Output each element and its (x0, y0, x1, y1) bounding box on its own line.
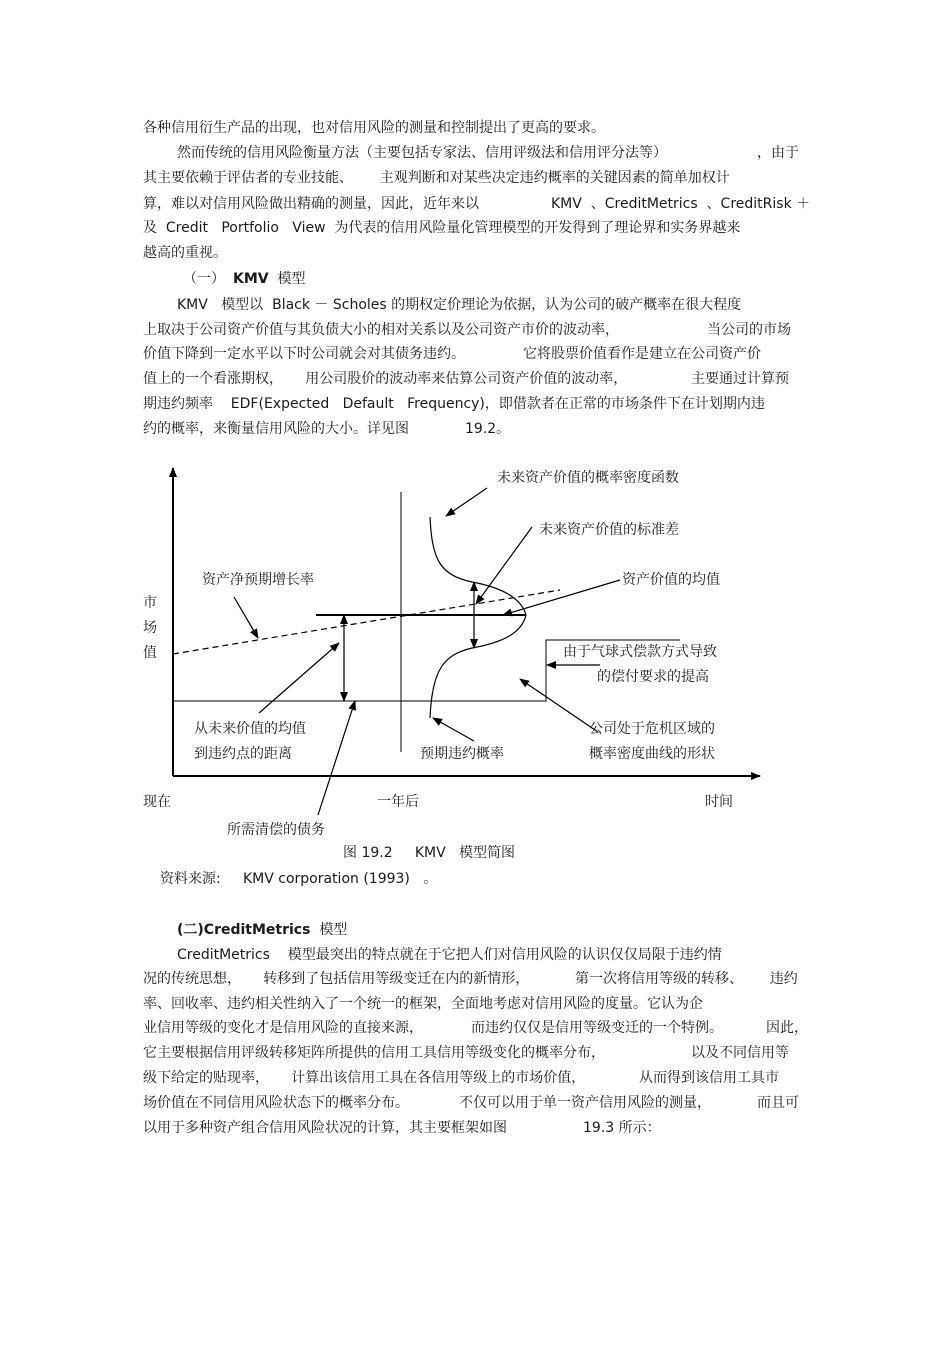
cm-heading (177, 920, 347, 940)
cm-line-7-mid: 不仅可以用于单一资产信用风险的测量， (459, 1095, 711, 1111)
growth-pointer (234, 597, 258, 638)
kmv-line-2-tail: 当公司的市场 (707, 322, 791, 338)
intro-para-line-1: 然而传统的信用风险衡量方法（主要包括专家法、信用评级法和信用评分法等） (177, 145, 667, 161)
kmv-line-4: 值上的一个看涨期权， 用公司股价的波动率来估算公司资产价值的波动率， (143, 371, 628, 387)
intro-para-line-3b: KMV 、CreditMetrics 、CreditRisk ＋ (551, 196, 811, 212)
label-growth: 资产净预期增长率 (202, 572, 314, 588)
kmv-line-3: 价值下降到一定水平以下时公司就会对其债务违约。 (143, 346, 465, 362)
cm-line-6: 级下给定的贴现率， 计算出该信用工具在各信用等级上的市场价值， (143, 1070, 586, 1086)
cm-line-5: 它主要根据信用评级转移矩阵所提供的信用工具信用等级变化的概率分布， (143, 1045, 605, 1061)
kmv-heading-bold: KMV (233, 271, 269, 287)
label-pdf: 未来资产价值的概率密度函数 (497, 470, 679, 486)
label-y-axis-2: 场 (143, 620, 157, 636)
kmv-line-6: 约的概率，来衡量信用风险的大小。详见图 (143, 421, 409, 437)
kmv-line-4-tail: 主要通过计算预 (691, 371, 789, 387)
kmv-line-1: KMV 模型以 Black － Scholes 的期权定价理论为依据，认为公司的破产概率在很大程度 (177, 297, 742, 313)
kmv-line-3-tail: 它将股票价值看作是建立在公司资产价 (523, 346, 761, 362)
cm-line-3: 率、回收率、违约相关性纳入了一个统一的框架，全面地考虑对信用风险的度量。它认为企 (143, 996, 703, 1012)
pdf-pointer (446, 488, 487, 516)
mean-pointer (503, 580, 620, 615)
label-one-year: 一年后 (377, 794, 419, 810)
growth-line (173, 590, 560, 654)
label-edf: 预期违约概率 (420, 746, 504, 762)
intro-para-line-4: 及 Credit Portfolio View 为代表的信用风险量化管理模型的开发得到了理论界和实务界越来 (143, 220, 741, 236)
label-distance-1: 从未来价值的均值 (194, 721, 306, 737)
label-distance-2: 到违约点的距离 (194, 746, 292, 762)
cm-line-1: CreditMetrics 模型最突出的特点就在于它把人们对信用风险的认识仅仅局限于违约情 (177, 947, 722, 963)
crisis-pointer (520, 679, 598, 732)
cm-line-4: 业信用等级的变化才是信用风险的直接来源， (143, 1020, 423, 1036)
cm-heading-bold: (二)CreditMetrics (177, 922, 311, 938)
label-y-axis-3: 值 (143, 645, 157, 661)
intro-para-line-3a: 算，难以对信用风险做出精确的测量，因此，近年来以 (143, 196, 479, 212)
figure-source: 资料来源: KMV corporation (1993) 。 (160, 871, 438, 887)
label-balloon-1: 由于气球式偿款方式导致 (563, 644, 717, 660)
edf-pointer (433, 718, 474, 741)
cm-line-2-tail: 第一次将信用等级的转移、 违约 (575, 971, 798, 987)
cm-fig-ref: 19.3 所示： (583, 1120, 661, 1136)
cm-line-8: 以用于多种资产组合信用风险状况的计算，其主要框架如图 (143, 1120, 507, 1136)
cm-line-2: 况的传统思想， 转移到了包括信用等级变迁在内的新情形， (143, 971, 530, 987)
label-std: 未来资产价值的标准差 (539, 522, 679, 538)
label-crisis-1: 公司处于危机区域的 (589, 721, 715, 737)
cm-line-4-tail: 因此， (766, 1020, 808, 1036)
label-crisis-2: 概率密度曲线的形状 (589, 746, 715, 762)
intro-para-line-5: 越高的重视。 (143, 245, 227, 261)
cm-line-6-tail: 从而得到该信用工具市 (639, 1070, 779, 1086)
std-pointer (476, 527, 532, 604)
cm-line-7: 场价值在不同信用风险状态下的概率分布。 (143, 1095, 409, 1111)
cm-line-4-mid: 而违约仅仅是信用等级变迁的一个特例。 (471, 1020, 723, 1036)
kmv-line-2: 上取决于公司资产价值与其负债大小的相对关系以及公司资产市价的波动率， (143, 322, 619, 338)
figure-caption: 图 19.2 KMV 模型简图 (343, 845, 516, 861)
label-y-axis-1: 市 (143, 595, 157, 611)
debt-pointer (318, 701, 355, 815)
label-now: 现在 (143, 794, 171, 810)
intro-para-line-1-tail: ，由于 (757, 145, 799, 161)
intro-line-1: 各种信用衍生产品的出现，也对信用风险的测量和控制提出了更高的要求。 (143, 120, 605, 136)
cm-line-7-tail: 而且可 (757, 1095, 799, 1111)
label-mean: 资产价值的均值 (622, 572, 720, 588)
intro-para-line-2: 其主要依赖于评估者的专业技能、 主观判断和对某些决定违约概率的关键因素的简单加权计 (143, 170, 730, 186)
kmv-heading-prefix: （一） (183, 271, 225, 287)
kmv-fig-ref: 19.2。 (465, 421, 511, 437)
label-balloon-2: 的偿付要求的提高 (597, 669, 709, 685)
kmv-heading-suffix: 模型 (268, 271, 306, 287)
density-curve (430, 517, 526, 718)
cm-line-5-tail: 以及不同信用等 (691, 1045, 789, 1061)
label-time: 时间 (705, 794, 733, 810)
kmv-line-5: 期违约频率 EDF(Expected Default Frequency)，即借款者在正常的市场条件下在计划期内违 (143, 396, 765, 412)
label-debt: 所需清偿的债务 (227, 822, 325, 838)
distance-pointer (259, 643, 339, 713)
cm-heading-suffix: 模型 (310, 922, 348, 938)
